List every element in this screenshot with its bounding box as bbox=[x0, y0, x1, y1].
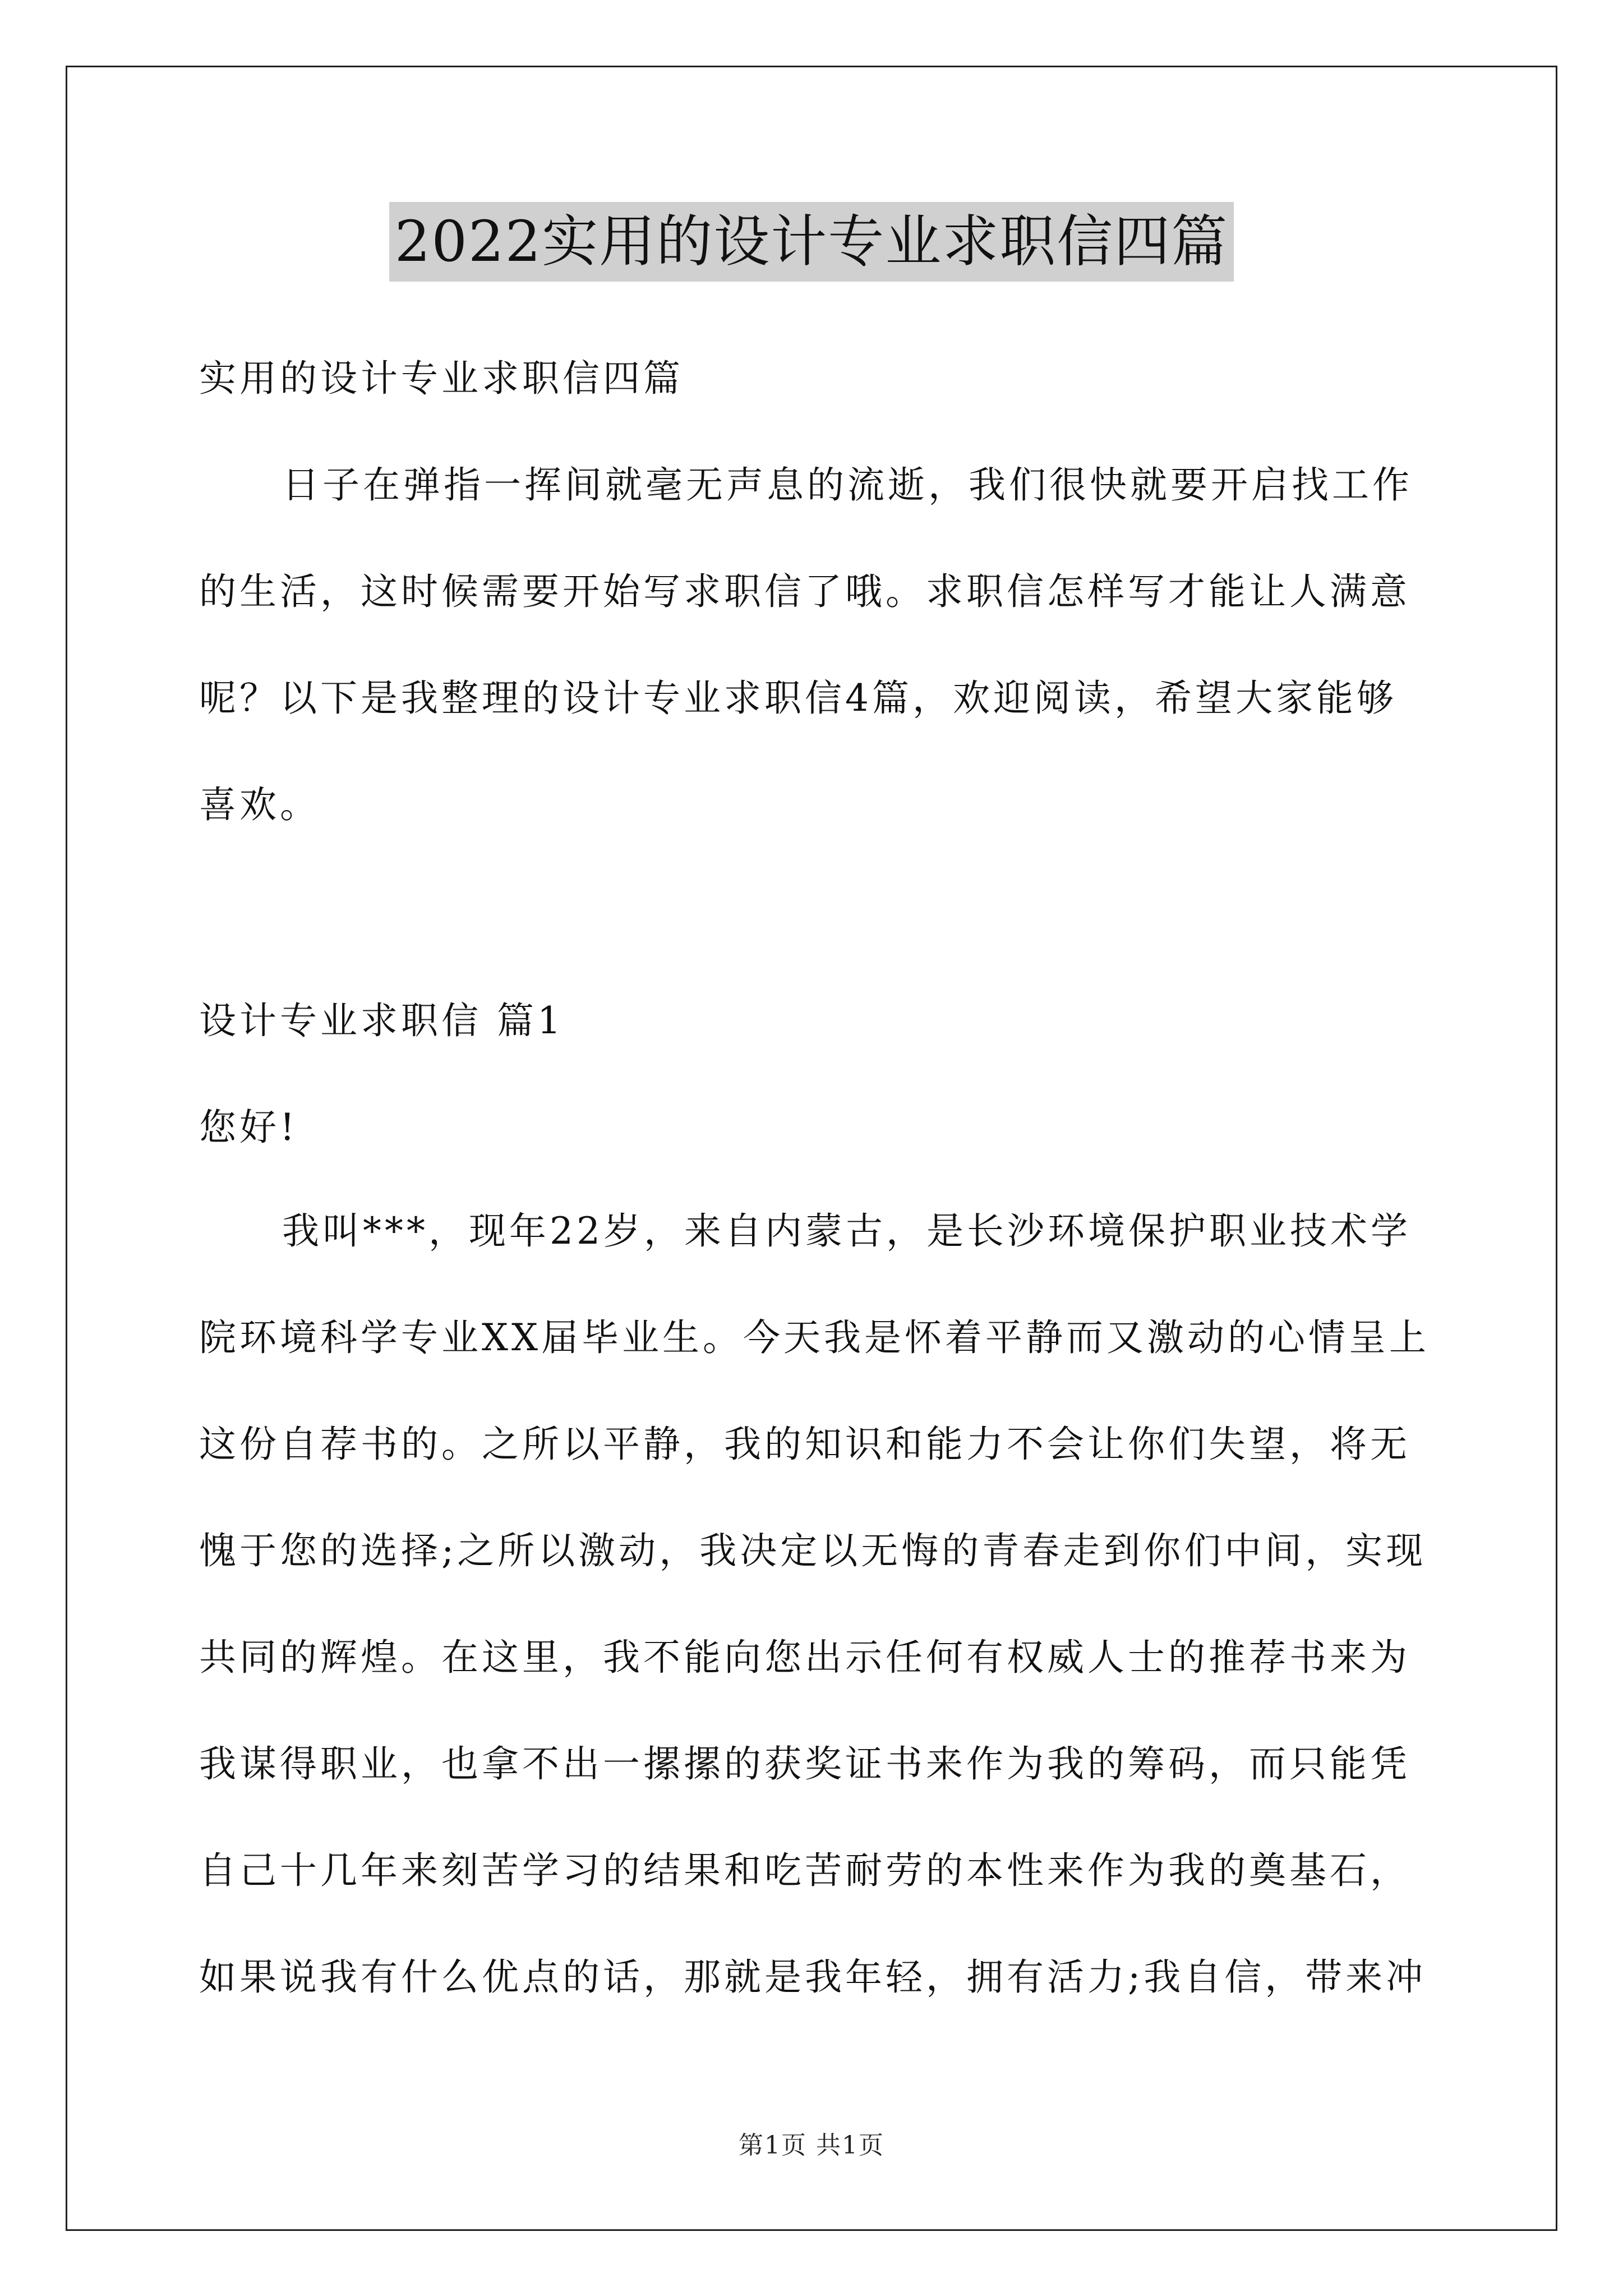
intro-line: 的生活，这时候需要开始写求职信了哦。求职信怎样写才能让人满意 bbox=[199, 570, 1410, 613]
body-line: 共同的辉煌。在这里，我不能向您出示任何有权威人士的推荐书来为 bbox=[199, 1636, 1410, 1679]
document-subtitle: 实用的设计专业求职信四篇 bbox=[199, 357, 684, 400]
document-title: 2022实用的设计专业求职信四篇 bbox=[389, 202, 1234, 282]
body-line: 院环境科学专业XX届毕业生。今天我是怀着平静而又激动的心情呈上 bbox=[199, 1316, 1430, 1359]
body-line: 我谋得职业，也拿不出一摞摞的获奖证书来作为我的筹码，而只能凭 bbox=[199, 1742, 1410, 1786]
body-line: 自己十几年来刻苦学习的结果和吃苦耐劳的本性来作为我的奠基石， bbox=[199, 1849, 1410, 1892]
page-number: 第1页 共1页 bbox=[739, 2131, 884, 2160]
body-line: 如果说我有什么优点的话，那就是我年轻，拥有活力;我自信，带来冲 bbox=[199, 1955, 1427, 1999]
body-line: 这份自荐书的。之所以平静，我的知识和能力不会让你们失望，将无 bbox=[199, 1423, 1410, 1466]
intro-line: 呢？以下是我整理的设计专业求职信4篇，欢迎阅读，希望大家能够 bbox=[199, 677, 1397, 720]
body-line: 愧于您的选择;之所以激动，我决定以无悔的青春走到你们中间，实现 bbox=[199, 1529, 1427, 1572]
greeting: 您好! bbox=[199, 1106, 298, 1149]
title-container bbox=[0, 202, 1623, 282]
section-heading: 设计专业求职信 篇1 bbox=[199, 999, 564, 1042]
intro-line: 喜欢。 bbox=[199, 783, 320, 826]
body-line: 我叫***，现年22岁，来自内蒙古，是长沙环境保护职业技术学 bbox=[282, 1209, 1411, 1253]
intro-line: 日子在弹指一挥间就毫无声息的流逝，我们很快就要开启找工作 bbox=[282, 463, 1413, 507]
